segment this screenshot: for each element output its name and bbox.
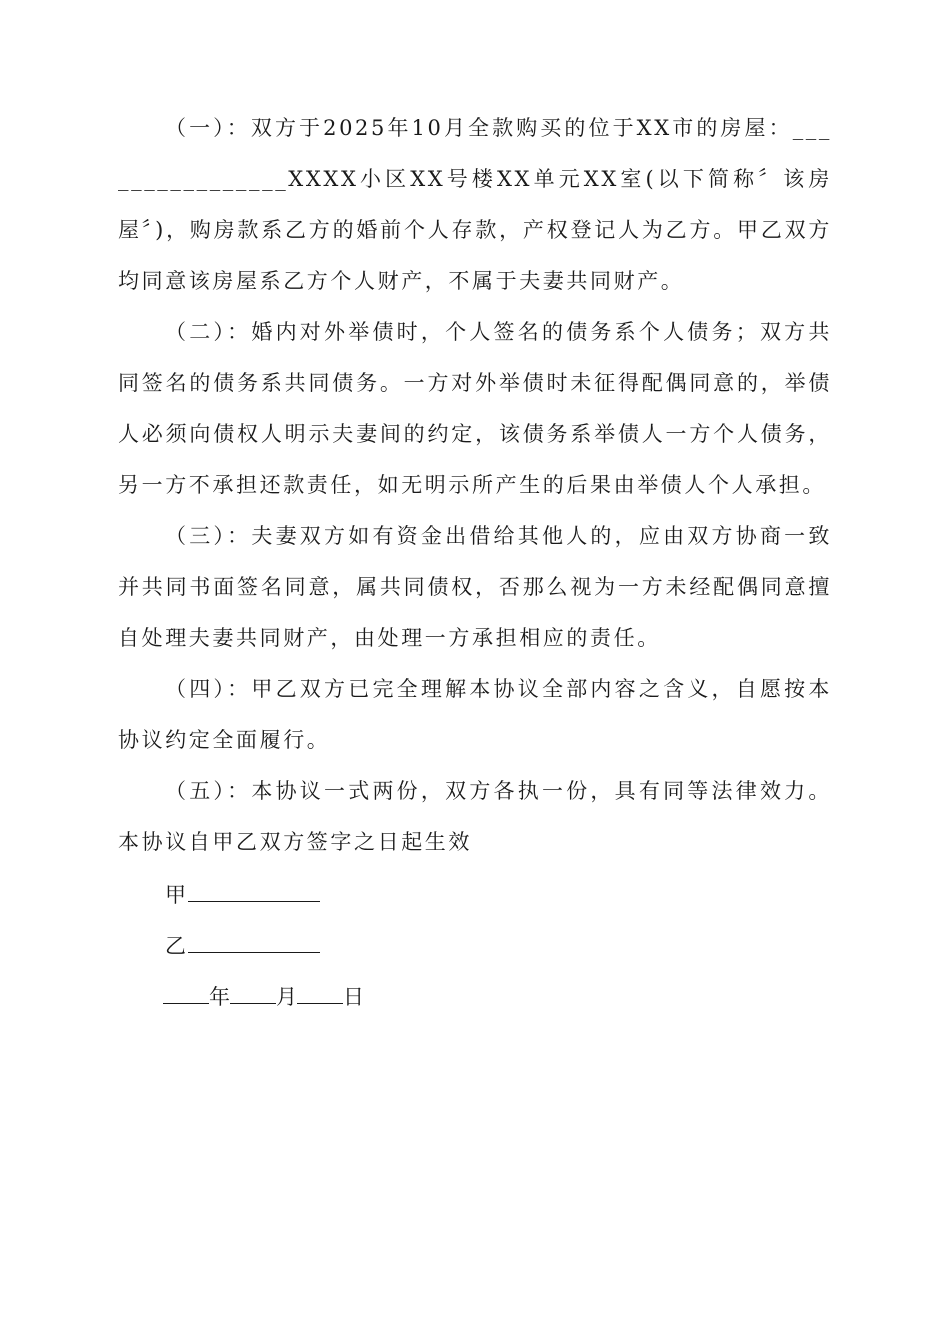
clause-3: （三）：夫妻双方如有资金出借给其他人的，应由双方协商一致并共同书面签名同意，属共同债权，否那么视为一方未经配偶同意擅自处理夫妻共同财产，由处理一方承担相应的责任。 xyxy=(118,524,832,650)
year-label: 年 xyxy=(209,985,230,1009)
clause-2: （二）：婚内对外举债时，个人签名的债务系个人债务；双方共同签名的债务系共同债务。一方对外举债时未征得配偶同意的，举债人必须向债权人明示夫妻间的约定，该债务系举债人一方个人债务，另一方不承担还款责任，如无明示所产生的后果由举债人个人承担。 xyxy=(118,320,832,497)
year-blank xyxy=(163,985,209,1004)
party-b-signature-line xyxy=(118,921,832,972)
clause-1: （一）：双方于2025年10月全款购买的位于XX市的房屋：________________XXXX小区XX号楼XX单元XX室(以下简称〞该房屋〞)，购房款系乙方的婚前个人存款，产权登记人为乙方。甲乙双方均同意该房屋系乙方个人财产，不属于夫妻共同财产。 xyxy=(118,116,832,293)
clause-5: （五）：本协议一式两份，双方各执一份，具有同等法律效力。本协议自甲乙双方签字之日起生效 xyxy=(118,779,832,854)
party-b-signature-blank xyxy=(188,934,320,953)
party-a-label: 甲 xyxy=(165,883,186,907)
month-label: 月 xyxy=(276,985,297,1009)
party-b-label: 乙 xyxy=(165,934,186,958)
clause-4: （四）：甲乙双方已完全理解本协议全部内容之含义，自愿按本协议约定全面履行。 xyxy=(118,677,832,752)
party-a-signature-blank xyxy=(188,883,320,902)
party-a-signature-line xyxy=(118,870,832,921)
date-line xyxy=(118,972,832,1023)
agreement-body xyxy=(118,103,832,1023)
month-blank xyxy=(230,985,276,1004)
day-blank xyxy=(297,985,343,1004)
day-label: 日 xyxy=(343,985,364,1009)
